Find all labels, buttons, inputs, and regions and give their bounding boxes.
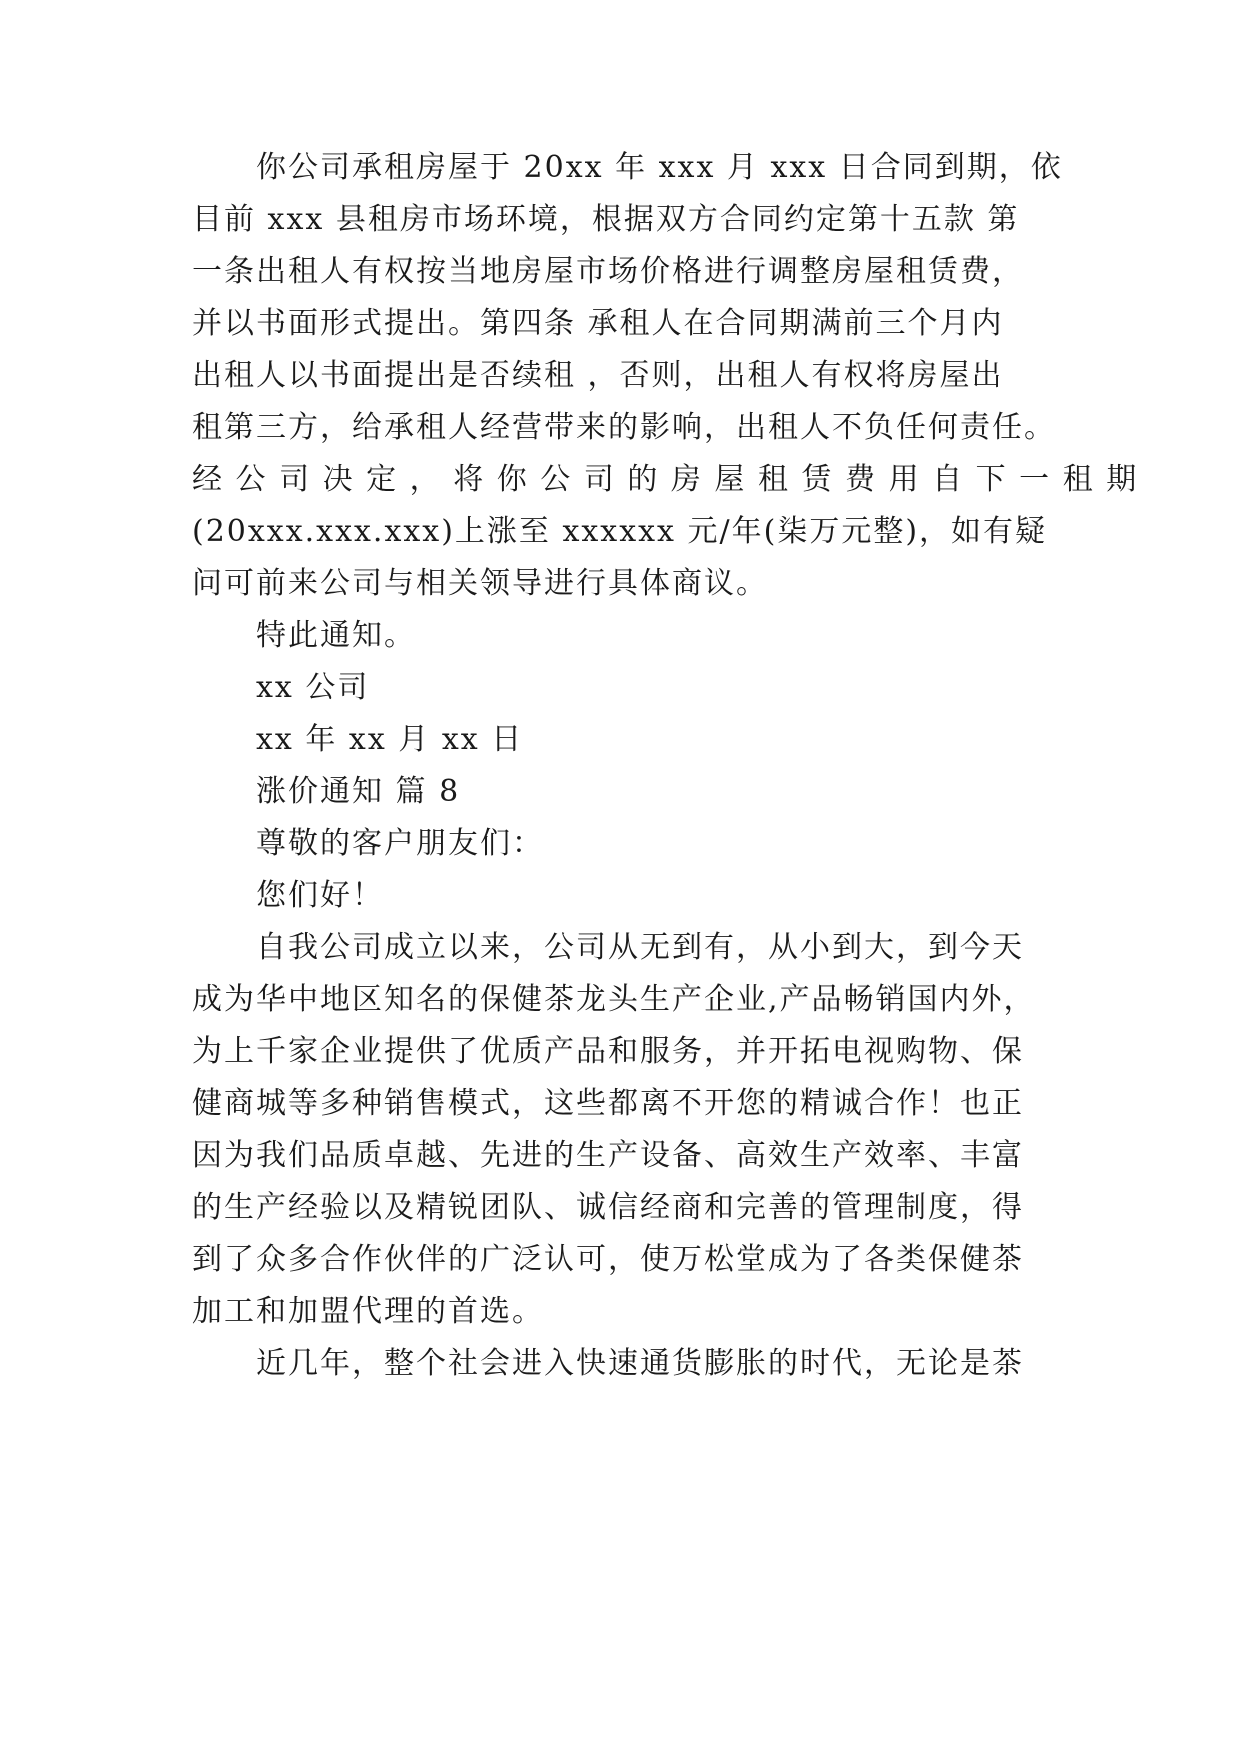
notice-date: xx 年 xx 月 xx 日 <box>256 722 524 757</box>
paragraph-1-line-4: 并以书面形式提出。第四条 承租人在合同期满前三个月内 <box>192 306 1004 341</box>
company-name: xx 公司 <box>256 670 370 705</box>
paragraph-3-line-1: 近几年，整个社会进入快速通货膨胀的时代，无论是茶 <box>256 1346 1024 1381</box>
paragraph-1-line-2: 目前 xxx 县租房市场环境，根据双方合同约定第十五款 第 <box>192 202 1020 237</box>
paragraph-1-line-8: (20xxx.xxx.xxx)上涨至 xxxxxx 元/年(柒万元整)，如有疑 <box>192 514 1048 549</box>
notice-end: 特此通知。 <box>256 618 416 653</box>
salutation: 尊敬的客户朋友们： <box>256 826 544 861</box>
paragraph-2-line-3: 为上千家企业提供了优质产品和服务，并开拓电视购物、保 <box>192 1034 1024 1069</box>
paragraph-2-line-4: 健商城等多种销售模式，这些都离不开您的精诚合作！也正 <box>192 1086 1024 1121</box>
greeting: 您们好！ <box>256 878 384 913</box>
paragraph-2-line-8: 加工和加盟代理的首选。 <box>192 1294 544 1329</box>
section-title: 涨价通知 篇 8 <box>256 774 461 809</box>
paragraph-2-line-2: 成为华中地区知名的保健茶龙头生产企业,产品畅销国内外， <box>192 982 1036 1017</box>
paragraph-2-line-1: 自我公司成立以来，公司从无到有，从小到大，到今天 <box>256 930 1024 965</box>
paragraph-2-line-5: 因为我们品质卓越、先进的生产设备、高效生产效率、丰富 <box>192 1138 1024 1173</box>
paragraph-1-line-6: 租第三方，给承租人经营带来的影响，出租人不负任何责任。 <box>192 410 1056 445</box>
paragraph-2-line-6: 的生产经验以及精锐团队、诚信经商和完善的管理制度，得 <box>192 1190 1024 1225</box>
paragraph-1-line-5: 出租人以书面提出是否续租 ，否则，出租人有权将房屋出 <box>192 358 1004 393</box>
paragraph-1-line-9: 问可前来公司与相关领导进行具体商议。 <box>192 566 768 601</box>
paragraph-1-line-3: 一条出租人有权按当地房屋市场价格进行调整房屋租赁费， <box>192 254 1024 289</box>
paragraph-2-line-7: 到了众多合作伙伴的广泛认可，使万松堂成为了各类保健茶 <box>192 1242 1024 1277</box>
paragraph-1-line-1: 你公司承租房屋于 20xx 年 xxx 月 xxx 日合同到期，依 <box>256 150 1063 185</box>
paragraph-1-line-7: 经 公 司 决 定 ， 将 你 公 司 的 房 屋 租 赁 费 用 自 下 一 租 期 <box>192 462 1139 497</box>
